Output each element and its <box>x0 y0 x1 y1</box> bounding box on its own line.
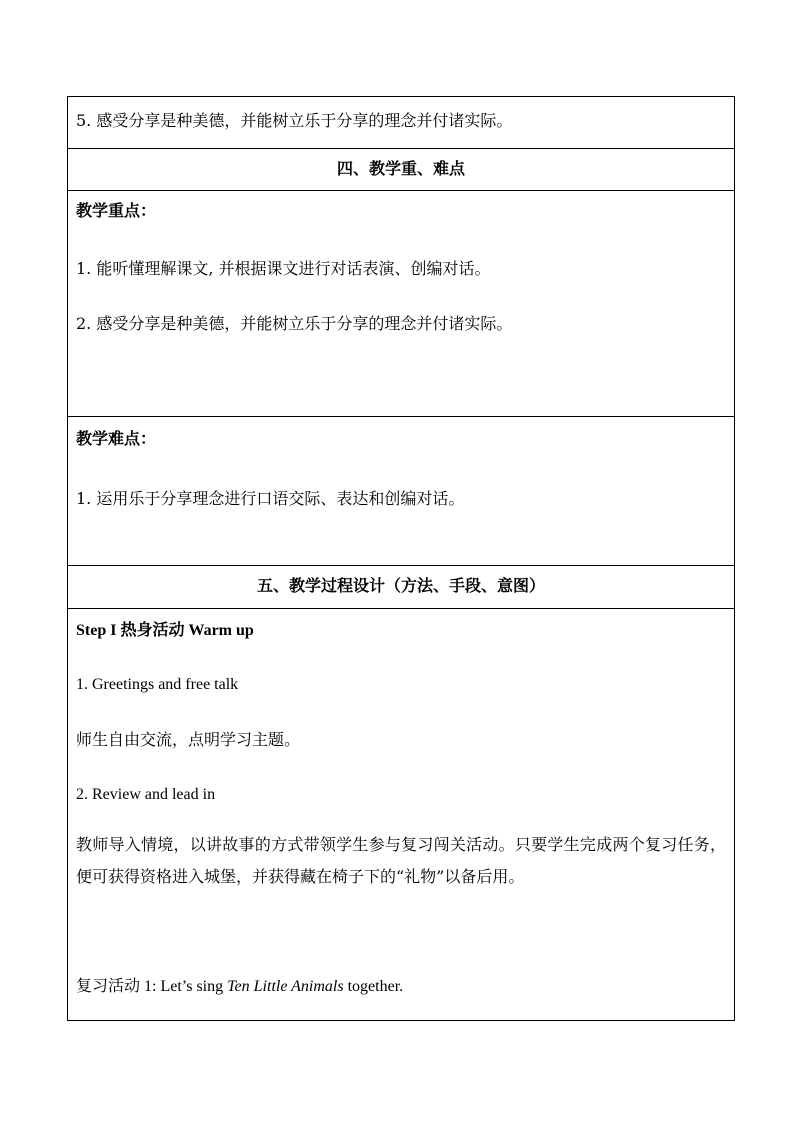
section-4-header <box>68 149 734 191</box>
key-point-2: 2. 感受分享是种美德，并能树立乐于分享的理念并付诸实际。 <box>76 314 513 333</box>
difficult-points-row <box>68 417 734 566</box>
objective-item-5: 5. 感受分享是种美德，并能树立乐于分享的理念并付诸实际。 <box>76 111 513 130</box>
process-row <box>68 609 734 1022</box>
process-item-1: 1. Greetings and free talk <box>76 676 239 693</box>
difficult-points-heading: 教学难点： <box>76 429 157 448</box>
objective-row <box>68 97 734 149</box>
process-item-2: 2. Review and lead in <box>76 786 216 803</box>
step-1-heading: Step I 热身活动 Warm up <box>76 622 254 639</box>
key-points-row <box>68 191 734 417</box>
section-5-header <box>68 566 734 609</box>
process-item-2-desc: 教师导入情境，以讲故事的方式带领学生参与复习闯关活动。只要学生完成两个复习任务，便可获得资格进入城堡，并获得藏在椅子下的“礼物”以备后用。 <box>76 835 726 886</box>
section-5-title: 五、教学过程设计（方法、手段、意图） <box>256 576 545 595</box>
key-points-heading: 教学重点： <box>76 201 157 220</box>
review-activity-1 <box>76 977 403 997</box>
review-activity-1-prefix: 复习活动 1: Let’s sing <box>76 978 228 995</box>
difficult-point-1: 1. 运用乐于分享理念进行口语交际、表达和创编对话。 <box>76 489 465 508</box>
process-item-1-desc: 师生自由交流，点明学习主题。 <box>76 730 301 749</box>
lesson-plan-table <box>67 96 735 1021</box>
review-activity-1-suffix: together. <box>343 978 404 995</box>
section-4-title: 四、教学重、难点 <box>336 159 465 178</box>
key-point-1: 1. 能听懂理解课文, 并根据课文进行对话表演、创编对话。 <box>76 259 491 278</box>
song-title: Ten Little Animals <box>227 978 344 995</box>
